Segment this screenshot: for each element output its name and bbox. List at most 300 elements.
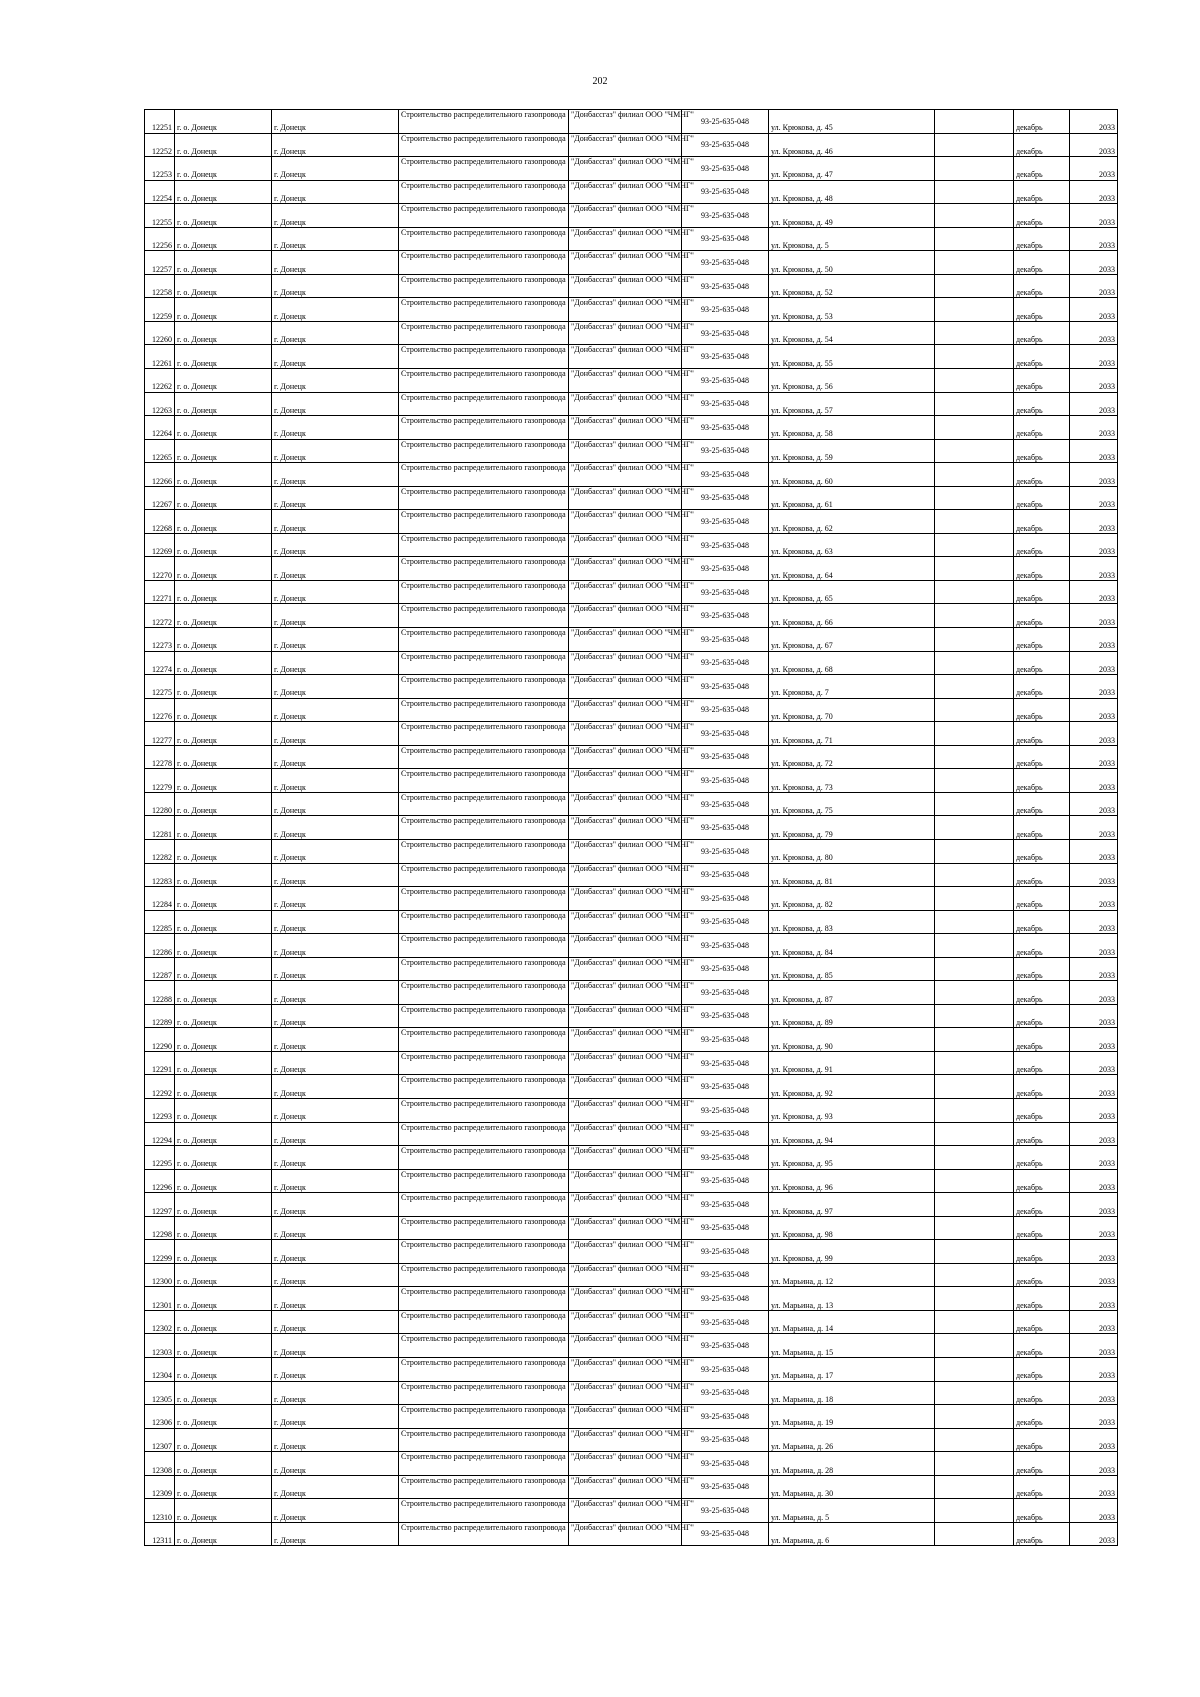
settlement: г. Донецк <box>272 369 399 393</box>
month: декабрь <box>1014 369 1070 393</box>
month: декабрь <box>1014 604 1070 628</box>
year: 2033 <box>1070 839 1118 863</box>
year: 2033 <box>1070 345 1118 369</box>
municipal-district: г. о. Донецк <box>175 1028 272 1052</box>
address: ул. Крюкова, д. 87 <box>769 981 935 1005</box>
settlement: г. Донецк <box>272 1287 399 1311</box>
object-code: 93-25-635-048 <box>682 1405 769 1429</box>
municipal-district: г. о. Донецк <box>175 274 272 298</box>
settlement: г. Донецк <box>272 345 399 369</box>
settlement: г. Донецк <box>272 887 399 911</box>
settlement: г. Донецк <box>272 1522 399 1546</box>
work-description: Строительство распределительного газопровода <box>399 1499 569 1523</box>
note-cell <box>935 1428 1014 1452</box>
municipal-district: г. о. Донецк <box>175 981 272 1005</box>
year: 2033 <box>1070 416 1118 440</box>
row-number: 12273 <box>145 628 175 652</box>
month: декабрь <box>1014 957 1070 981</box>
row-number: 12264 <box>145 416 175 440</box>
object-code: 93-25-635-048 <box>682 157 769 181</box>
object-code: 93-25-635-048 <box>682 651 769 675</box>
address: ул. Крюкова, д. 60 <box>769 463 935 487</box>
table-row <box>145 321 1118 345</box>
address: ул. Крюкова, д. 71 <box>769 722 935 746</box>
table-row <box>145 510 1118 534</box>
municipal-district: г. о. Донецк <box>175 204 272 228</box>
note-cell <box>935 1075 1014 1099</box>
table-row <box>145 1122 1118 1146</box>
municipal-district: г. о. Донецк <box>175 1075 272 1099</box>
municipal-district: г. о. Донецк <box>175 392 272 416</box>
month: декабрь <box>1014 1499 1070 1523</box>
row-number: 12253 <box>145 157 175 181</box>
organization: "Донбассгаз" филиал ООО "ЧМНГ" <box>569 392 682 416</box>
month: декабрь <box>1014 816 1070 840</box>
table-row <box>145 204 1118 228</box>
row-number: 12297 <box>145 1193 175 1217</box>
address: ул. Марьина, д. 30 <box>769 1475 935 1499</box>
settlement: г. Донецк <box>272 180 399 204</box>
address: ул. Крюкова, д. 73 <box>769 769 935 793</box>
note-cell <box>935 157 1014 181</box>
object-code: 93-25-635-048 <box>682 133 769 157</box>
organization: "Донбассгаз" филиал ООО "ЧМНГ" <box>569 698 682 722</box>
municipal-district: г. о. Донецк <box>175 557 272 581</box>
organization: "Донбассгаз" филиал ООО "ЧМНГ" <box>569 227 682 251</box>
year: 2033 <box>1070 1193 1118 1217</box>
year: 2033 <box>1070 1004 1118 1028</box>
object-code: 93-25-635-048 <box>682 1499 769 1523</box>
work-description: Строительство распределительного газопровода <box>399 745 569 769</box>
month: декабрь <box>1014 463 1070 487</box>
settlement: г. Донецк <box>272 392 399 416</box>
address: ул. Марьина, д. 5 <box>769 1499 935 1523</box>
note-cell <box>935 533 1014 557</box>
row-number: 12268 <box>145 510 175 534</box>
municipal-district: г. о. Донецк <box>175 910 272 934</box>
settlement: г. Донецк <box>272 227 399 251</box>
organization: "Донбассгаз" филиал ООО "ЧМНГ" <box>569 1357 682 1381</box>
year: 2033 <box>1070 1098 1118 1122</box>
month: декабрь <box>1014 227 1070 251</box>
note-cell <box>935 1146 1014 1170</box>
note-cell <box>935 463 1014 487</box>
year: 2033 <box>1070 1169 1118 1193</box>
table-row <box>145 345 1118 369</box>
row-number: 12261 <box>145 345 175 369</box>
work-description: Строительство распределительного газопровода <box>399 416 569 440</box>
address: ул. Крюкова, д. 68 <box>769 651 935 675</box>
municipal-district: г. о. Донецк <box>175 298 272 322</box>
object-code: 93-25-635-048 <box>682 981 769 1005</box>
object-code: 93-25-635-048 <box>682 628 769 652</box>
settlement: г. Донецк <box>272 1240 399 1264</box>
work-description: Строительство распределительного газопровода <box>399 227 569 251</box>
year: 2033 <box>1070 463 1118 487</box>
work-description: Строительство распределительного газопровода <box>399 1098 569 1122</box>
settlement: г. Донецк <box>272 1098 399 1122</box>
year: 2033 <box>1070 392 1118 416</box>
organization: "Донбассгаз" филиал ООО "ЧМНГ" <box>569 345 682 369</box>
table-row <box>145 416 1118 440</box>
row-number: 12294 <box>145 1122 175 1146</box>
object-code: 93-25-635-048 <box>682 1193 769 1217</box>
organization: "Донбассгаз" филиал ООО "ЧМНГ" <box>569 110 682 134</box>
settlement: г. Донецк <box>272 675 399 699</box>
work-description: Строительство распределительного газопровода <box>399 1310 569 1334</box>
note-cell <box>935 1122 1014 1146</box>
work-description: Строительство распределительного газопровода <box>399 133 569 157</box>
table-row <box>145 251 1118 275</box>
table-row <box>145 557 1118 581</box>
year: 2033 <box>1070 204 1118 228</box>
row-number: 12272 <box>145 604 175 628</box>
row-number: 12296 <box>145 1169 175 1193</box>
note-cell <box>935 1169 1014 1193</box>
work-description: Строительство распределительного газопровода <box>399 439 569 463</box>
row-number: 12289 <box>145 1004 175 1028</box>
work-description: Строительство распределительного газопровода <box>399 110 569 134</box>
work-description: Строительство распределительного газопровода <box>399 910 569 934</box>
year: 2033 <box>1070 1475 1118 1499</box>
municipal-district: г. о. Донецк <box>175 934 272 958</box>
object-code: 93-25-635-048 <box>682 557 769 581</box>
note-cell <box>935 369 1014 393</box>
row-number: 12307 <box>145 1428 175 1452</box>
work-description: Строительство распределительного газопровода <box>399 981 569 1005</box>
note-cell <box>935 1263 1014 1287</box>
object-code: 93-25-635-048 <box>682 1028 769 1052</box>
year: 2033 <box>1070 180 1118 204</box>
row-number: 12286 <box>145 934 175 958</box>
row-number: 12308 <box>145 1452 175 1476</box>
organization: "Донбассгаз" филиал ООО "ЧМНГ" <box>569 1028 682 1052</box>
settlement: г. Донецк <box>272 1263 399 1287</box>
year: 2033 <box>1070 1075 1118 1099</box>
settlement: г. Донецк <box>272 1381 399 1405</box>
work-description: Строительство распределительного газопровода <box>399 486 569 510</box>
work-description: Строительство распределительного газопровода <box>399 1357 569 1381</box>
row-number: 12256 <box>145 227 175 251</box>
table-row <box>145 1169 1118 1193</box>
year: 2033 <box>1070 580 1118 604</box>
organization: "Донбассгаз" филиал ООО "ЧМНГ" <box>569 510 682 534</box>
row-number: 12309 <box>145 1475 175 1499</box>
settlement: г. Донецк <box>272 1051 399 1075</box>
organization: "Донбассгаз" филиал ООО "ЧМНГ" <box>569 981 682 1005</box>
object-code: 93-25-635-048 <box>682 1263 769 1287</box>
settlement: г. Донецк <box>272 557 399 581</box>
municipal-district: г. о. Донецк <box>175 628 272 652</box>
year: 2033 <box>1070 298 1118 322</box>
municipal-district: г. о. Донецк <box>175 1216 272 1240</box>
year: 2033 <box>1070 1334 1118 1358</box>
year: 2033 <box>1070 698 1118 722</box>
note-cell <box>935 557 1014 581</box>
table-row <box>145 910 1118 934</box>
work-description: Строительство распределительного газопровода <box>399 769 569 793</box>
year: 2033 <box>1070 981 1118 1005</box>
organization: "Донбассгаз" филиал ООО "ЧМНГ" <box>569 887 682 911</box>
municipal-district: г. о. Донецк <box>175 722 272 746</box>
address: ул. Крюкова, д. 58 <box>769 416 935 440</box>
object-code: 93-25-635-048 <box>682 1357 769 1381</box>
object-code: 93-25-635-048 <box>682 1216 769 1240</box>
row-number: 12281 <box>145 816 175 840</box>
address: ул. Крюкова, д. 66 <box>769 604 935 628</box>
table-row <box>145 369 1118 393</box>
municipal-district: г. о. Донецк <box>175 1098 272 1122</box>
address: ул. Марьина, д. 13 <box>769 1287 935 1311</box>
work-description: Строительство распределительного газопровода <box>399 345 569 369</box>
table-row <box>145 157 1118 181</box>
note-cell <box>935 510 1014 534</box>
row-number: 12266 <box>145 463 175 487</box>
year: 2033 <box>1070 816 1118 840</box>
address: ул. Крюкова, д. 75 <box>769 792 935 816</box>
row-number: 12300 <box>145 1263 175 1287</box>
object-code: 93-25-635-048 <box>682 227 769 251</box>
work-description: Строительство распределительного газопровода <box>399 1334 569 1358</box>
settlement: г. Донецк <box>272 1357 399 1381</box>
settlement: г. Донецк <box>272 1452 399 1476</box>
object-code: 93-25-635-048 <box>682 416 769 440</box>
object-code: 93-25-635-048 <box>682 110 769 134</box>
work-description: Строительство распределительного газопровода <box>399 839 569 863</box>
registry-table <box>144 109 1118 1546</box>
address: ул. Крюкова, д. 67 <box>769 628 935 652</box>
object-code: 93-25-635-048 <box>682 1240 769 1264</box>
settlement: г. Донецк <box>272 1334 399 1358</box>
table-row <box>145 816 1118 840</box>
municipal-district: г. о. Донецк <box>175 321 272 345</box>
row-number: 12303 <box>145 1334 175 1358</box>
year: 2033 <box>1070 557 1118 581</box>
organization: "Донбассгаз" филиал ООО "ЧМНГ" <box>569 251 682 275</box>
object-code: 93-25-635-048 <box>682 887 769 911</box>
organization: "Донбассгаз" филиал ООО "ЧМНГ" <box>569 1499 682 1523</box>
object-code: 93-25-635-048 <box>682 369 769 393</box>
object-code: 93-25-635-048 <box>682 1169 769 1193</box>
note-cell <box>935 1475 1014 1499</box>
settlement: г. Донецк <box>272 321 399 345</box>
settlement: г. Донецк <box>272 157 399 181</box>
municipal-district: г. о. Донецк <box>175 816 272 840</box>
address: ул. Крюкова, д. 53 <box>769 298 935 322</box>
month: декабрь <box>1014 1522 1070 1546</box>
year: 2033 <box>1070 651 1118 675</box>
address: ул. Крюкова, д. 47 <box>769 157 935 181</box>
object-code: 93-25-635-048 <box>682 792 769 816</box>
address: ул. Крюкова, д. 89 <box>769 1004 935 1028</box>
month: декабрь <box>1014 580 1070 604</box>
table-row <box>145 1240 1118 1264</box>
work-description: Строительство распределительного газопровода <box>399 557 569 581</box>
address: ул. Крюкова, д. 84 <box>769 934 935 958</box>
year: 2033 <box>1070 675 1118 699</box>
organization: "Донбассгаз" филиал ООО "ЧМНГ" <box>569 1475 682 1499</box>
table-row <box>145 1051 1118 1075</box>
month: декабрь <box>1014 1098 1070 1122</box>
organization: "Донбассгаз" филиал ООО "ЧМНГ" <box>569 957 682 981</box>
row-number: 12263 <box>145 392 175 416</box>
organization: "Донбассгаз" филиал ООО "ЧМНГ" <box>569 463 682 487</box>
work-description: Строительство распределительного газопровода <box>399 675 569 699</box>
municipal-district: г. о. Донецк <box>175 227 272 251</box>
organization: "Донбассгаз" филиал ООО "ЧМНГ" <box>569 745 682 769</box>
note-cell <box>935 1004 1014 1028</box>
settlement: г. Донецк <box>272 651 399 675</box>
month: декабрь <box>1014 698 1070 722</box>
note-cell <box>935 1028 1014 1052</box>
settlement: г. Донецк <box>272 1028 399 1052</box>
year: 2033 <box>1070 251 1118 275</box>
table-row <box>145 133 1118 157</box>
year: 2033 <box>1070 1216 1118 1240</box>
work-description: Строительство распределительного газопровода <box>399 369 569 393</box>
settlement: г. Донецк <box>272 981 399 1005</box>
table-row <box>145 1475 1118 1499</box>
address: ул. Крюкова, д. 80 <box>769 839 935 863</box>
note-cell <box>935 745 1014 769</box>
month: декабрь <box>1014 792 1070 816</box>
address: ул. Крюкова, д. 63 <box>769 533 935 557</box>
work-description: Строительство распределительного газопровода <box>399 604 569 628</box>
object-code: 93-25-635-048 <box>682 1522 769 1546</box>
object-code: 93-25-635-048 <box>682 274 769 298</box>
year: 2033 <box>1070 1310 1118 1334</box>
year: 2033 <box>1070 604 1118 628</box>
object-code: 93-25-635-048 <box>682 934 769 958</box>
note-cell <box>935 321 1014 345</box>
row-number: 12267 <box>145 486 175 510</box>
municipal-district: г. о. Донецк <box>175 580 272 604</box>
address: ул. Крюкова, д. 7 <box>769 675 935 699</box>
settlement: г. Донецк <box>272 110 399 134</box>
work-description: Строительство распределительного газопровода <box>399 1075 569 1099</box>
year: 2033 <box>1070 533 1118 557</box>
municipal-district: г. о. Донецк <box>175 1357 272 1381</box>
year: 2033 <box>1070 439 1118 463</box>
object-code: 93-25-635-048 <box>682 1075 769 1099</box>
settlement: г. Донецк <box>272 1004 399 1028</box>
object-code: 93-25-635-048 <box>682 463 769 487</box>
note-cell <box>935 1334 1014 1358</box>
year: 2033 <box>1070 486 1118 510</box>
organization: "Донбассгаз" филиал ООО "ЧМНГ" <box>569 934 682 958</box>
municipal-district: г. о. Донецк <box>175 1381 272 1405</box>
month: декабрь <box>1014 651 1070 675</box>
organization: "Донбассгаз" филиал ООО "ЧМНГ" <box>569 369 682 393</box>
year: 2033 <box>1070 769 1118 793</box>
organization: "Донбассгаз" филиал ООО "ЧМНГ" <box>569 816 682 840</box>
month: декабрь <box>1014 1310 1070 1334</box>
organization: "Донбассгаз" филиал ООО "ЧМНГ" <box>569 675 682 699</box>
work-description: Строительство распределительного газопровода <box>399 1004 569 1028</box>
table-row <box>145 1004 1118 1028</box>
municipal-district: г. о. Донецк <box>175 604 272 628</box>
municipal-district: г. о. Донецк <box>175 510 272 534</box>
address: ул. Крюкова, д. 98 <box>769 1216 935 1240</box>
month: декабрь <box>1014 157 1070 181</box>
work-description: Строительство распределительного газопровода <box>399 628 569 652</box>
row-number: 12257 <box>145 251 175 275</box>
work-description: Строительство распределительного газопровода <box>399 204 569 228</box>
month: декабрь <box>1014 1051 1070 1075</box>
object-code: 93-25-635-048 <box>682 1381 769 1405</box>
address: ул. Крюкова, д. 81 <box>769 863 935 887</box>
settlement: г. Донецк <box>272 722 399 746</box>
municipal-district: г. о. Донецк <box>175 369 272 393</box>
organization: "Донбассгаз" филиал ООО "ЧМНГ" <box>569 839 682 863</box>
municipal-district: г. о. Донецк <box>175 180 272 204</box>
object-code: 93-25-635-048 <box>682 180 769 204</box>
object-code: 93-25-635-048 <box>682 957 769 981</box>
table-row <box>145 1428 1118 1452</box>
year: 2033 <box>1070 274 1118 298</box>
month: декабрь <box>1014 628 1070 652</box>
month: декабрь <box>1014 722 1070 746</box>
organization: "Донбассгаз" филиал ООО "ЧМНГ" <box>569 157 682 181</box>
object-code: 93-25-635-048 <box>682 204 769 228</box>
address: ул. Марьина, д. 19 <box>769 1405 935 1429</box>
month: декабрь <box>1014 439 1070 463</box>
settlement: г. Донецк <box>272 1169 399 1193</box>
table-row <box>145 1263 1118 1287</box>
address: ул. Крюкова, д. 57 <box>769 392 935 416</box>
note-cell <box>935 1522 1014 1546</box>
municipal-district: г. о. Донецк <box>175 1193 272 1217</box>
note-cell <box>935 110 1014 134</box>
year: 2033 <box>1070 1240 1118 1264</box>
organization: "Донбассгаз" филиал ООО "ЧМНГ" <box>569 1240 682 1264</box>
table-row <box>145 1146 1118 1170</box>
year: 2033 <box>1070 1028 1118 1052</box>
work-description: Строительство распределительного газопровода <box>399 321 569 345</box>
note-cell <box>935 769 1014 793</box>
table-row <box>145 675 1118 699</box>
settlement: г. Донецк <box>272 910 399 934</box>
municipal-district: г. о. Донецк <box>175 1122 272 1146</box>
work-description: Строительство распределительного газопровода <box>399 1405 569 1429</box>
year: 2033 <box>1070 1428 1118 1452</box>
address: ул. Крюкова, д. 96 <box>769 1169 935 1193</box>
row-number: 12258 <box>145 274 175 298</box>
year: 2033 <box>1070 887 1118 911</box>
row-number: 12278 <box>145 745 175 769</box>
municipal-district: г. о. Донецк <box>175 698 272 722</box>
work-description: Строительство распределительного газопровода <box>399 533 569 557</box>
year: 2033 <box>1070 934 1118 958</box>
note-cell <box>935 204 1014 228</box>
address: ул. Крюкова, д. 46 <box>769 133 935 157</box>
work-description: Строительство распределительного газопровода <box>399 1216 569 1240</box>
organization: "Донбассгаз" филиал ООО "ЧМНГ" <box>569 1004 682 1028</box>
work-description: Строительство распределительного газопровода <box>399 1287 569 1311</box>
organization: "Донбассгаз" филиал ООО "ЧМНГ" <box>569 1405 682 1429</box>
municipal-district: г. о. Донецк <box>175 769 272 793</box>
municipal-district: г. о. Донецк <box>175 1405 272 1429</box>
month: декабрь <box>1014 1028 1070 1052</box>
municipal-district: г. о. Донецк <box>175 1004 272 1028</box>
table-row <box>145 981 1118 1005</box>
month: декабрь <box>1014 133 1070 157</box>
object-code: 93-25-635-048 <box>682 839 769 863</box>
row-number: 12302 <box>145 1310 175 1334</box>
municipal-district: г. о. Донецк <box>175 416 272 440</box>
note-cell <box>935 651 1014 675</box>
table-row <box>145 863 1118 887</box>
